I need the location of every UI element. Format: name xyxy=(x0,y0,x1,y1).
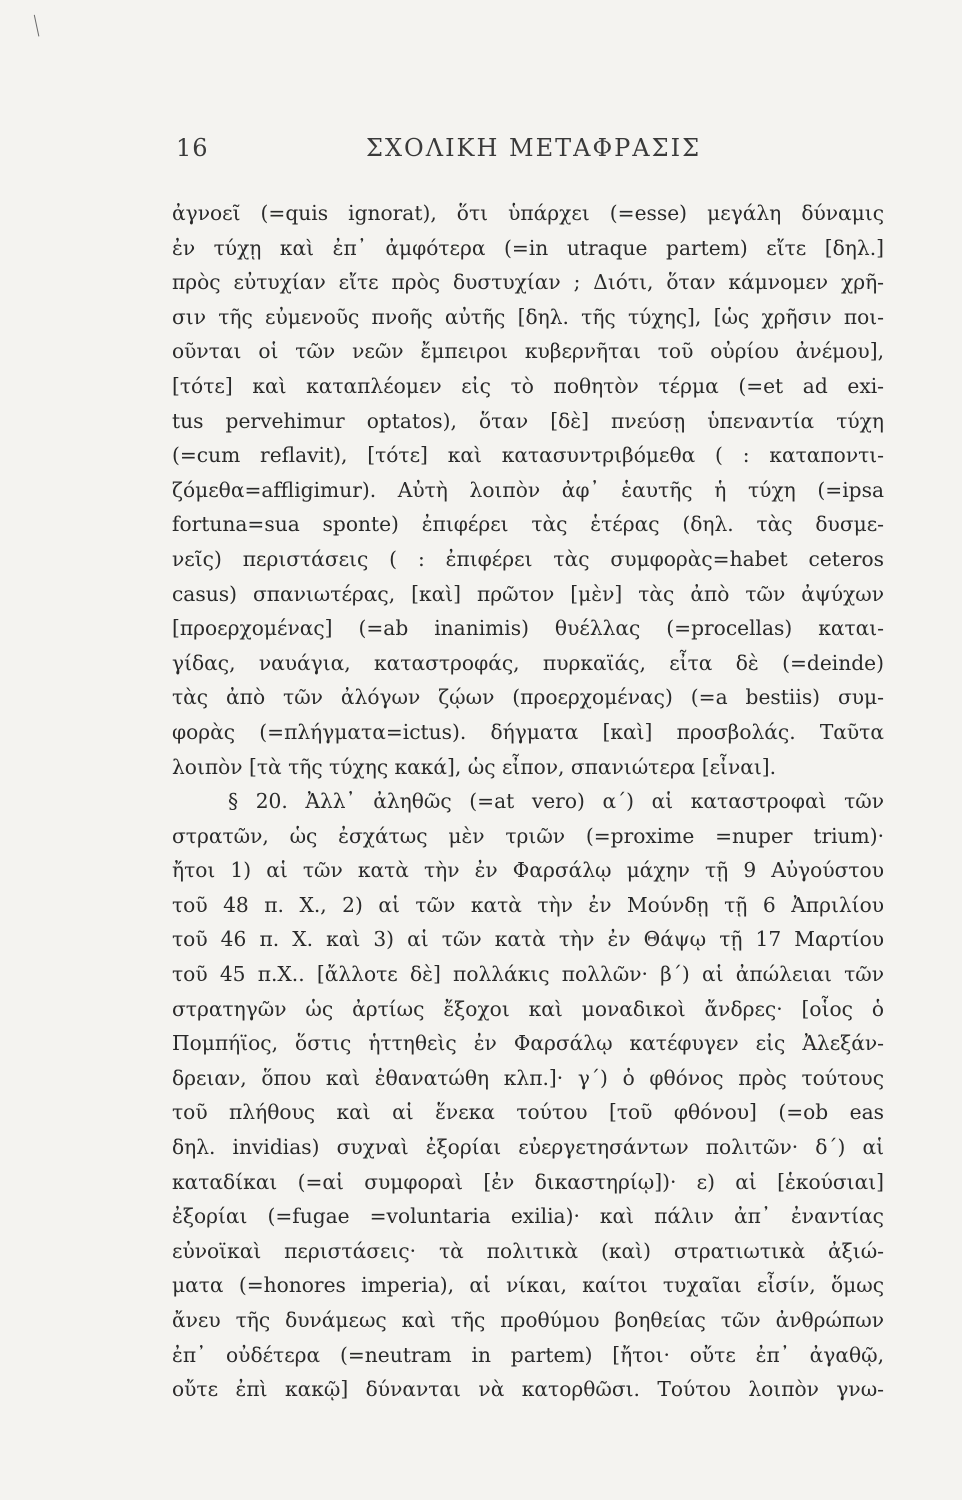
text-line: τοῦ 46 π. Χ. καὶ 3) αἱ τῶν κατὰ τὴν ἐν Θάψῳ τῇ 17 Μαρτίου xyxy=(172,927,884,952)
body-text xyxy=(172,196,884,1407)
text-line: καταδίκαι (=αἱ συμφοραὶ [ἐν δικαστηρίῳ])· ε) αἱ [ἑκούσιαι] xyxy=(172,1169,884,1194)
text-line: τὰς ἀπὸ τῶν ἀλόγων ζῴων (προερχομένας) (=a bestiis) συμ- xyxy=(172,685,884,710)
section-start-line: § 20. Ἀλλ᾿ ἀληθῶς (=at vero) α΄) αἱ καταστροφαὶ τῶν xyxy=(228,789,884,814)
text-line: τοῦ 45 π.Χ.. [ἄλλοτε δὲ] πολλάκις πολλῶν· β΄) αἱ ἀπώλειαι τῶν xyxy=(172,962,884,987)
text-line: casus) σπανιωτέρας, [καὶ] πρῶτον [μὲν] τὰς ἀπὸ τῶν ἀψύχων xyxy=(172,581,884,606)
text-line: ἐξορίαι (=fugae =voluntaria exilia)· καὶ πάλιν ἀπ᾿ ἐναντίας xyxy=(172,1204,884,1229)
text-line: δηλ. invidias) συχναὶ ἐξορίαι εὐεργετησάντων πολιτῶν· δ΄) αἱ xyxy=(172,1135,884,1160)
text-line: δρειαν, ὅπου καὶ ἐθανατώθη κλπ.]· γ΄) ὁ φθόνος πρὸς τούτους xyxy=(172,1065,884,1090)
text-line: [προερχομένας] (=ab inanimis) θυέλλας (=procellas) καται- xyxy=(172,616,884,641)
text-line: ἐπ᾿ οὐδέτερα (=neutram in partem) [ἤτοι· οὔτε ἐπ᾿ ἀγαθῷ, xyxy=(172,1342,884,1367)
text-line: οὔτε ἐπὶ κακῷ] δύνανται νὰ κατορθῶσι. Τούτου λοιπὸν γνω- xyxy=(172,1377,884,1402)
text-line: fortuna=sua sponte) ἐπιφέρει τὰς ἑτέρας (δηλ. τὰς δυσμε- xyxy=(172,512,884,537)
page-header xyxy=(176,134,876,170)
text-line: οῦνται οἱ τῶν νεῶν ἔμπειροι κυβερνῆται τοῦ οὐρίου ἀνέμου], xyxy=(172,339,884,364)
text-line: στρατηγῶν ὡς ἀρτίως ἔξοχοι καὶ μοναδικοὶ ἄνδρες· [οἷος ὁ xyxy=(172,996,884,1021)
text-line: ἄνευ τῆς δυνάμεως καὶ τῆς προθύμου βοηθείας τῶν ἀνθρώπων xyxy=(172,1308,884,1332)
text-line: σιν τῆς εὐμενοῦς πνοῆς αὐτῆς [δηλ. τῆς τύχης], [ὡς χρῆσιν ποι- xyxy=(172,304,884,329)
text-line: πρὸς εὐτυχίαν εἴτε πρὸς δυστυχίαν ; Διότι, ὅταν κάμνομεν χρῆ- xyxy=(172,270,884,295)
text-line: ζόμεθα=affligimur). Αὐτὴ λοιπὸν ἀφ᾿ ἑαυτῆς ἡ τύχη (=ipsa xyxy=(172,477,884,502)
text-line: νεῖς) περιστάσεις ( : ἐπιφέρει τὰς συμφορὰς=habet ceteros xyxy=(172,546,884,571)
text-line: tus pervehimur optatos), ὅταν [δὲ] πνεύσῃ ὑπεναντία τύχη xyxy=(172,408,884,433)
text-line: (=cum reflavit), [τότε] καὶ κατασυντριβόμεθα ( : καταποντι- xyxy=(172,443,884,468)
text-line: ἀγνοεῖ (=quis ignorat), ὅτι ὑπάρχει (=esse) μεγάλη δύναμις xyxy=(172,201,884,225)
text-line: ματα (=honores imperia), αἱ νίκαι, καίτοι τυχαῖαι εἶσίν, ὅμως xyxy=(172,1273,884,1298)
text-line: τοῦ 48 π. Χ., 2) αἱ τῶν κατὰ τὴν ἐν Μούνδῃ τῇ 6 Ἀπριλίου xyxy=(172,892,884,917)
running-title: ΣΧΟΛΙΚΗ ΜΕΤΑΦΡΑΣΙΣ xyxy=(366,134,702,162)
text-line: Πομπήϊος, ὅστις ἡττηθεὶς ἐν Φαρσάλῳ κατέφυγεν εἰς Ἀλεξάν- xyxy=(172,1031,884,1056)
text-line: γίδας, ναυάγια, καταστροφάς, πυρκαϊάς, εἶτα δὲ (=deinde) xyxy=(172,650,884,675)
text-line: λοιπὸν [τὰ τῆς τύχης κακά], ὡς εἶπον, σπανιώτερα [εἶναι]. xyxy=(172,754,777,779)
text-line: στρατῶν, ὡς ἐσχάτως μὲν τριῶν (=proxime =nuper trium)· xyxy=(172,823,884,848)
text-line: ἐν τύχῃ καὶ ἐπ᾿ ἀμφότερα (=in utraque partem) εἴτε [δηλ.] xyxy=(172,235,884,260)
scan-mark xyxy=(34,14,45,37)
text-line: [τότε] καὶ καταπλέομεν εἰς τὸ ποθητὸν τέρμα (=et ad exi- xyxy=(172,373,884,398)
text-line: ἤτοι 1) αἱ τῶν κατὰ τὴν ἐν Φαρσάλῳ μάχην τῇ 9 Αὐγούστου xyxy=(172,858,884,883)
text-line: φορὰς (=πλήγματα=ictus). δήγματα [καὶ] προσβολάς. Ταῦτα xyxy=(172,719,884,744)
text-line: τοῦ πλήθους καὶ αἱ ἕνεκα τούτου [τοῦ φθόνου] (=ob eas xyxy=(172,1100,884,1125)
text-line: εὐνοϊκαὶ περιστάσεις· τὰ πολιτικὰ (καὶ) στρατιωτικὰ ἀξιώ- xyxy=(172,1238,884,1263)
page-number: 16 xyxy=(176,134,209,162)
